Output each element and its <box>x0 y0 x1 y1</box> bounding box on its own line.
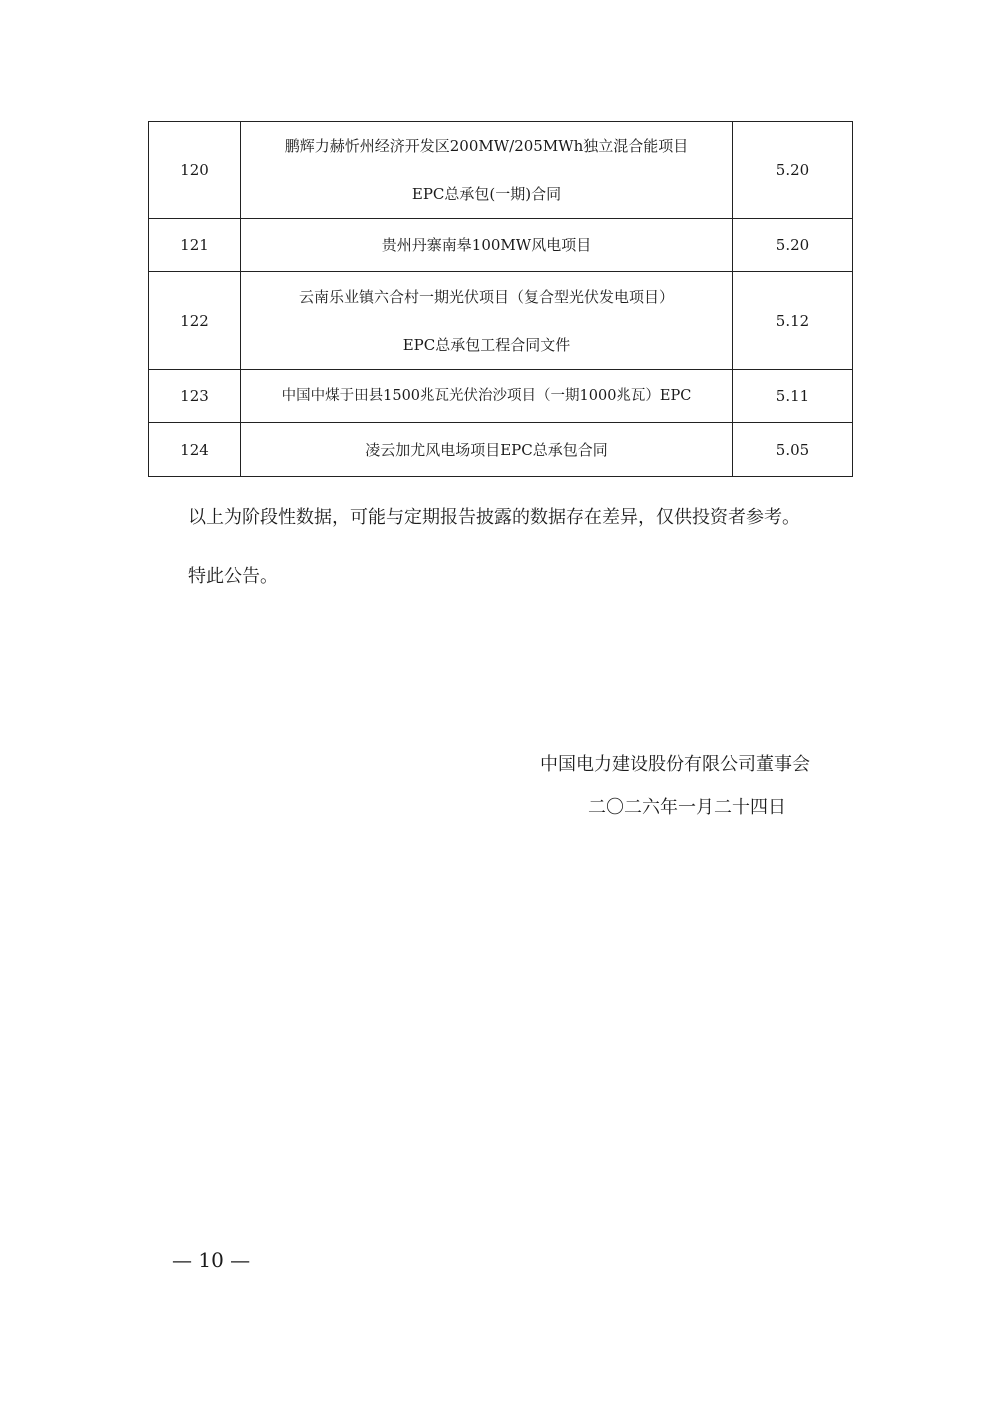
project-name-line: 云南乐业镇六合村一期光伏项目（复合型光伏发电项目） <box>298 287 674 306</box>
project-name-line: 凌云加尤风电场项目EPC总承包合同 <box>365 440 608 459</box>
project-name <box>241 370 733 423</box>
disclaimer-paragraph: 以上为阶段性数据，可能与定期报告披露的数据存在差异，仅供投资者参考。 <box>188 507 800 528</box>
table-row <box>149 370 853 423</box>
contracts-table <box>148 121 853 477</box>
row-number: 122 <box>149 272 241 370</box>
project-name <box>241 423 733 477</box>
project-name <box>241 122 733 219</box>
project-name-line: EPC总承包工程合同文件 <box>402 335 571 354</box>
project-name-line: 中国中煤于田县1500兆瓦光伏治沙项目（一期1000兆瓦）EPC <box>281 388 692 404</box>
project-name-line: 鹏辉力赫忻州经济开发区200MW/205MWh独立混合能项目 <box>284 137 689 155</box>
project-name-line: EPC总承包(一期)合同 <box>411 185 562 203</box>
page-number: — 10 — <box>172 1248 251 1272</box>
table-row <box>149 423 853 477</box>
row-number: 121 <box>149 219 241 272</box>
contract-amount: 5.11 <box>733 370 853 423</box>
table-row <box>149 122 853 219</box>
project-name <box>241 272 733 370</box>
project-name-line: 贵州丹寨南皋100MW风电项目 <box>381 236 592 254</box>
row-number: 120 <box>149 122 241 219</box>
contract-amount: 5.05 <box>733 423 853 477</box>
contract-amount: 5.20 <box>733 219 853 272</box>
project-name <box>241 219 733 272</box>
table-row <box>149 219 853 272</box>
row-number: 123 <box>149 370 241 423</box>
contract-amount: 5.12 <box>733 272 853 370</box>
row-number: 124 <box>149 423 241 477</box>
signatory-company: 中国电力建设股份有限公司董事会 <box>540 754 810 775</box>
contract-amount: 5.20 <box>733 122 853 219</box>
table-row <box>149 272 853 370</box>
closing-paragraph: 特此公告。 <box>188 566 278 587</box>
signature-date: 二〇二六年一月二十四日 <box>588 797 786 818</box>
